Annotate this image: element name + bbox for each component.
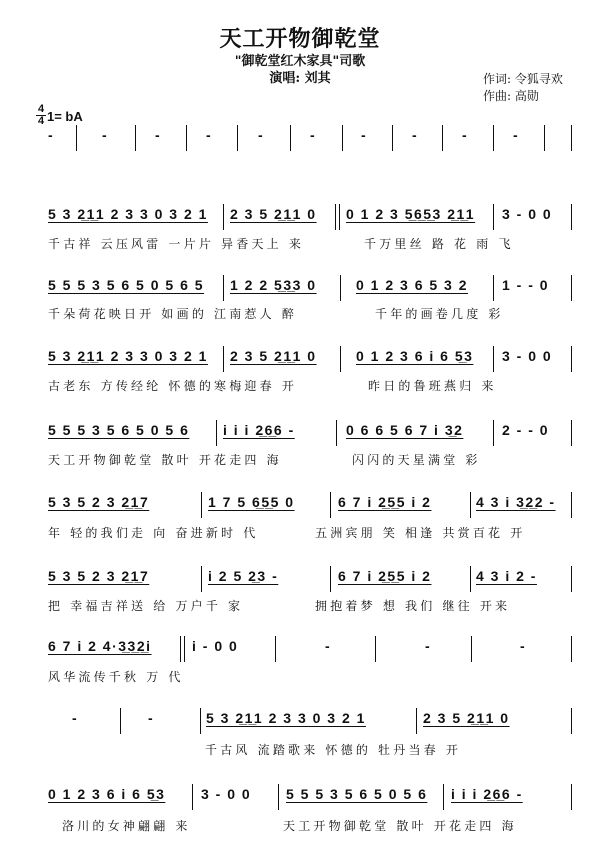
barline (571, 275, 572, 301)
barline (493, 420, 494, 446)
measure: 2 3 5 2̲1̲1 0 (423, 710, 510, 726)
measure: 1 2 2 5̲3̲3 0 (230, 277, 317, 293)
lyric-line: 把 幸福吉祥送 给 万户千 家 (48, 599, 244, 613)
barline (342, 125, 343, 151)
barline (278, 784, 279, 810)
measure: 5 5 5 3 5 6 5 0 5 6 (286, 786, 428, 802)
barline (471, 636, 472, 662)
lyric-line: 千古风 流踏歌来 怀德的 牡丹当春 开 (205, 743, 462, 757)
rest-dash: - (148, 710, 155, 726)
score-line-1 (30, 204, 575, 230)
measure: i i i 2̲6̲6 - (223, 422, 295, 438)
barline (192, 784, 193, 810)
measure: i 2 5 2̲3 - (208, 568, 279, 584)
measure: 4 3 i 3̲2̲2 - (476, 494, 556, 510)
lyric-line: 昨日的鲁班燕归 来 (368, 379, 497, 393)
measure: 0 1 2 3 6 i 6 5̲3 (48, 786, 166, 802)
rest-dash: - (462, 127, 469, 143)
measure: 3 - 0 0 (502, 348, 553, 364)
barline (392, 125, 393, 151)
measure: 1 - - 0 (502, 277, 550, 293)
measure: 2 3 5 2̲1̲1 0 (230, 206, 317, 222)
score-line-3 (30, 346, 575, 372)
rest-dash: - (206, 127, 213, 143)
barline (442, 125, 443, 151)
measure: 5 3 2̲1̲1 2 3 3 0 3 2 1 (48, 206, 208, 222)
barline (186, 125, 187, 151)
measure: 5 3 2̲1̲1 2 3 3 0 3 2 1 (48, 348, 208, 364)
score-line-2 (30, 275, 575, 301)
score-line-4 (30, 420, 575, 446)
singer-credit: 演唱: 刘其 (269, 71, 331, 86)
barline (571, 784, 572, 810)
song-title: 天工开物御乾堂 (219, 26, 381, 52)
barline (201, 566, 202, 592)
barline (416, 708, 417, 734)
barline (571, 636, 572, 662)
barline (290, 125, 291, 151)
rest-dash: - (425, 638, 432, 654)
time-signature-numerator: 4 (37, 103, 45, 115)
measure: i i i 2̲6̲6 - (451, 786, 523, 802)
barline (571, 125, 572, 151)
composer-credit: 作曲: 高勋 (483, 89, 539, 103)
rest-dash: - (310, 127, 317, 143)
barline (493, 275, 494, 301)
barline (330, 566, 331, 592)
barline (339, 204, 340, 230)
measure: 0 1 2 3 5̲6̲5̲3 2̲1̲1 (346, 206, 476, 222)
rest-dash: - (361, 127, 368, 143)
barline (340, 346, 341, 372)
lyric-line: 千朵荷花映日开 如画的 江南惹人 醉 (48, 307, 298, 321)
measure: 4 3 i 2 - (476, 568, 537, 584)
score-line-6 (30, 566, 575, 592)
rest-dash: - (155, 127, 162, 143)
barline (120, 708, 121, 734)
barline (135, 125, 136, 151)
barline (223, 204, 224, 230)
barline (237, 125, 238, 151)
score-line-intro (30, 125, 575, 151)
barline (76, 125, 77, 151)
barline (335, 204, 336, 230)
barline (571, 204, 572, 230)
lyric-line: 千年的画卷几度 彩 (375, 307, 504, 321)
barline (571, 566, 572, 592)
measure: 5 3 2̲1̲1 2 3 3 0 3 2 1 (206, 710, 366, 726)
barline (470, 492, 471, 518)
barline (180, 636, 181, 662)
barline (336, 420, 337, 446)
lyric-line: 风华流传千秋 万 代 (48, 670, 184, 684)
lyric-line: 千古祥 云压风雷 一片片 异香天上 来 (48, 237, 305, 251)
barline (201, 492, 202, 518)
lyric-line: 千万里丝 路 花 雨 飞 (364, 237, 514, 251)
barline (571, 492, 572, 518)
rest-dash: - (72, 710, 79, 726)
barline (223, 346, 224, 372)
barline (493, 346, 494, 372)
barline (571, 708, 572, 734)
rest-dash: - (102, 127, 109, 143)
lyric-line: 闪闪的天星满堂 彩 (352, 453, 481, 467)
measure: 6 7 i 2 4·3̲3̲2̲i (48, 638, 152, 654)
rest-dash: - (513, 127, 520, 143)
measure: 6 7 i 2̲5̲5 i 2 (338, 568, 432, 584)
barline (184, 636, 185, 662)
barline (443, 784, 444, 810)
score-line-5 (30, 492, 575, 518)
rest-dash: - (325, 638, 332, 654)
barline (330, 492, 331, 518)
measure: 5 5 5 3 5 6 5 0 5 6 (48, 422, 190, 438)
barline (493, 125, 494, 151)
rest-dash: - (48, 127, 55, 143)
score-line-9 (30, 784, 575, 810)
lyric-line: 年 轻的我们走 向 奋进新时 代 (48, 526, 259, 540)
measure: 6 7 i 2̲5̲5 i 2 (338, 494, 432, 510)
score-line-8 (30, 708, 575, 734)
barline (340, 275, 341, 301)
measure: 0 6 6 5 6 7 i 3̲2 (346, 422, 464, 438)
time-signature (36, 104, 46, 127)
lyric-line: 天工开物御乾堂 散叶 开花走四 海 (283, 819, 517, 833)
lyric-line: 拥抱着梦 想 我们 继往 开来 (315, 599, 511, 613)
barline (493, 204, 494, 230)
lyric-line: 古老东 方传经纶 怀德的寒梅迎春 开 (48, 379, 298, 393)
measure: 3 - 0 0 (502, 206, 553, 222)
rest-dash: - (412, 127, 419, 143)
barline (470, 566, 471, 592)
lyricist-credit: 作词: 令狐寻欢 (483, 72, 563, 86)
barline (375, 636, 376, 662)
measure: 5 3 5 2 3 2̲1̲7 (48, 494, 150, 510)
rest-dash: - (520, 638, 527, 654)
measure: 5 5 5 3 5 6 5 0 5 6 5 (48, 277, 205, 293)
rest-dash: - (258, 127, 265, 143)
measure: 1 7 5 6̲5̲5 0 (208, 494, 295, 510)
barline (275, 636, 276, 662)
lyric-line: 洛川的女神翩翩 来 (62, 819, 191, 833)
song-subtitle: "御乾堂红木家具"司歌 (234, 54, 366, 69)
key-signature: 1= bA (47, 109, 83, 124)
lyric-line: 天工开物御乾堂 散叶 开花走四 海 (48, 453, 282, 467)
barline (571, 420, 572, 446)
measure: 3 - 0 0 (201, 786, 252, 802)
measure: 0 1 2 3 6 5 3 2 (356, 277, 469, 293)
barline (200, 708, 201, 734)
time-signature-denominator: 4 (37, 115, 45, 127)
lyric-line: 五洲宾朋 笑 相逢 共赏百花 开 (315, 526, 526, 540)
barline (571, 346, 572, 372)
barline (223, 275, 224, 301)
measure: i - 0 0 (192, 638, 239, 654)
measure: 2 - - 0 (502, 422, 550, 438)
barline (544, 125, 545, 151)
score-line-7 (30, 636, 575, 662)
measure: 5 3 5 2 3 2̲1̲7 (48, 568, 150, 584)
measure: 0 1 2 3 6 i 6 5̲3 (356, 348, 474, 364)
measure: 2 3 5 2̲1̲1 0 (230, 348, 317, 364)
barline (216, 420, 217, 446)
